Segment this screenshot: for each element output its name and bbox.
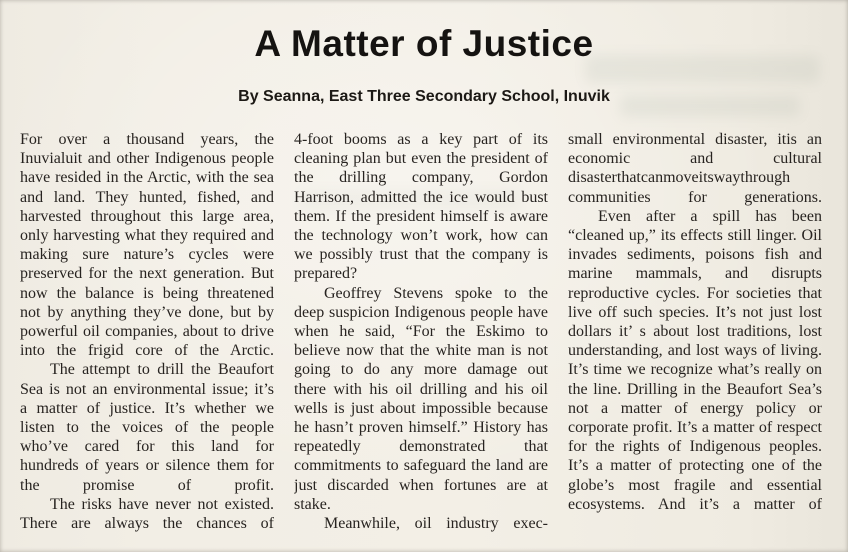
paragraph: The risks have never not existed. There are always the chances of [20, 495, 274, 533]
paragraph: Geoffrey Stevens spoke to the deep suspicion Indigenous people have when he said, “For the Eskimo to believe now that the white man is not going to do any more damage out there with his oil drilling and his oil wells is just about impossible because he hasn’t proven himself.” History has repeatedly demonstrated that commitments to safeguard the land are just discarded when fortunes are at stake. [294, 284, 548, 513]
article-title: A Matter of Justice [254, 23, 594, 64]
paragraph: small environmental disaster, itis an economic and cultural disasterthatcanmoveitswaythrough communities for generations. [568, 131, 822, 206]
paragraph: Meanwhile, oil industry exec- [324, 515, 548, 533]
article-column-2 [294, 130, 548, 552]
article-column-1 [20, 130, 274, 552]
article-byline: By Seanna, East Three Secondary School, Inuvik [238, 88, 610, 105]
paragraph: The attempt to drill the Beaufort Sea is not an environmental issue; it’s a matter of justice. It’s whether we listen to the voices of the people who’ve cared for this land for hundreds of years or silence them for the promise of profit. [20, 361, 274, 494]
paragraph: For over a thousand years, the Inuvialuit and other Indigenous people have resided in the Arctic, with the sea and land. They hunted, fished, and harvested throughout this large area, only harvesting what they required and making sure nature’s cycles were preserved for the next generation. But now the balance is being threatened not by anything they’ve done, but by powerful oil companies, about to drive into the frigid core of the Arctic. [20, 131, 274, 360]
article-columns [0, 130, 848, 552]
paragraph: 4-foot booms as a key part of its cleaning plan but even the president of the drilling company, Gordon Harrison, admitted the ice would bust them. If the president himself is aware the technology won’t work, how can we possibly trust that the company is prepared? [294, 131, 548, 283]
article-header [0, 0, 848, 107]
article-column-3 [568, 130, 822, 552]
paragraph: Even after a spill has been “cleaned up,” its effects still linger. Oil invades sediments, poisons fish and marine mammals, and disrupts reproductive cycles. For societies that live off such species. It’s not just lost dollars it’ s about lost traditions, lost understanding, and lost ways of living. It’s time we recognize what’s really on the line. Drilling in the Beaufort Sea’s not a matter of energy policy or corporate profit. It’s a matter of respect for the rights of Indigenous peoples. It’s a matter of protecting one of the globe’s most fragile and essential ecosystems. And it’s a matter of [568, 207, 822, 513]
